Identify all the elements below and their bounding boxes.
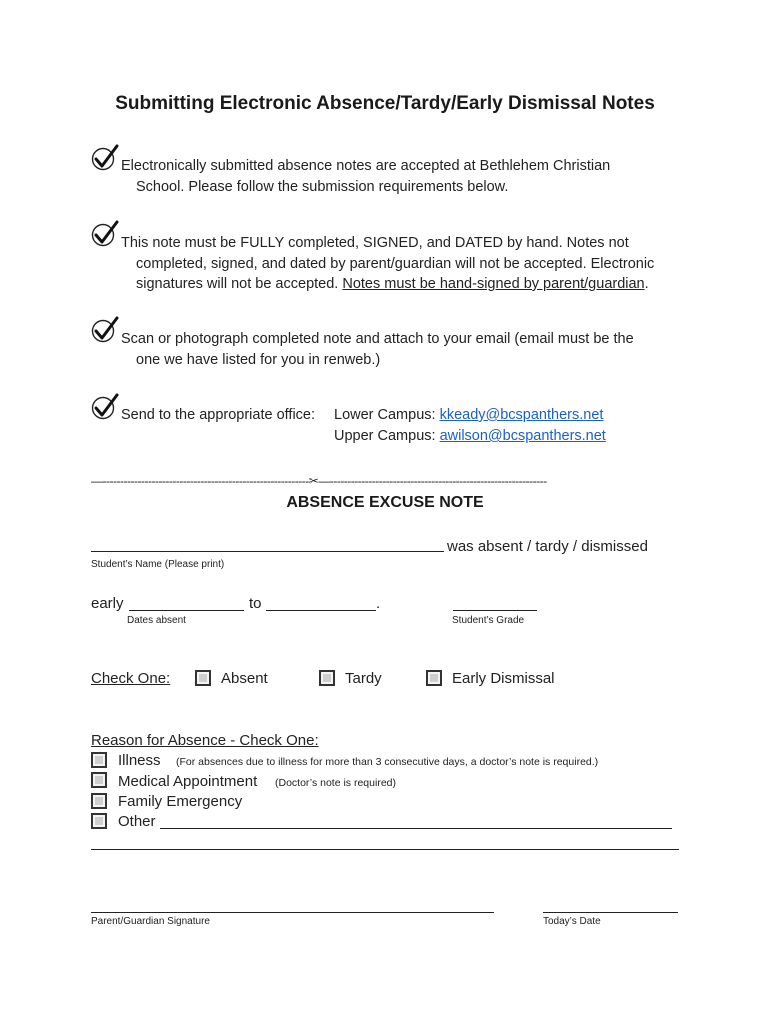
lower-campus-email-link[interactable]: kkeady@bcspanthers.net <box>439 407 604 423</box>
upper-campus <box>334 426 606 447</box>
check-one-label: Check One: <box>91 670 171 687</box>
illness-note: (For absences due to illness for more than 3 consecutive days, a doctor’s note is required.) <box>176 756 599 768</box>
checkmark-circle-icon <box>90 219 120 249</box>
todays-date-field[interactable] <box>543 912 678 913</box>
tardy-label: Tardy <box>345 670 382 687</box>
reason-heading: Reason for Absence - Check One: <box>91 732 319 749</box>
form-heading: ABSENCE EXCUSE NOTE <box>286 494 484 511</box>
other-reason-field[interactable] <box>160 828 672 829</box>
medical-appointment-checkbox[interactable] <box>91 772 107 788</box>
bullet-2-line-1: This note must be FULLY completed, SIGNED, and DATED by hand. Notes not <box>121 235 629 251</box>
family-emergency-label: Family Emergency <box>118 793 243 810</box>
absent-checkbox[interactable] <box>195 670 211 686</box>
date-to-field[interactable] <box>266 610 376 611</box>
medical-appointment-label: Medical Appointment <box>118 773 258 790</box>
absent-label: Absent <box>221 670 268 687</box>
other-reason-field-line-2[interactable] <box>91 849 679 850</box>
parent-signature-label: Parent/Guardian Signature <box>91 916 210 927</box>
was-absent-text: was absent / tardy / dismissed <box>447 538 648 555</box>
bullet-2-line-2: completed, signed, and dated by parent/guardian will not be accepted. Electronic <box>136 256 655 272</box>
bullet-1-line-2: School. Please follow the submission requirements below. <box>136 179 509 195</box>
family-emergency-checkbox[interactable] <box>91 793 107 809</box>
medical-appointment-note: (Doctor’s note is required) <box>275 777 396 789</box>
student-grade-field[interactable] <box>453 610 537 611</box>
early-dismissal-label: Early Dismissal <box>452 670 555 687</box>
lower-campus <box>334 405 603 426</box>
bullet-3-line-1: Scan or photograph completed note and attach to your email (email must be the <box>121 331 634 347</box>
todays-date-label: Today’s Date <box>543 916 601 927</box>
checkmark-circle-icon <box>90 315 120 345</box>
cut-line: —-----------------------------------------------------------✂—-------------------------------------------------------------- <box>91 474 547 488</box>
bullet-2-line-3 <box>136 274 649 295</box>
to-text: to <box>249 595 262 612</box>
tardy-checkbox[interactable] <box>319 670 335 686</box>
date-from-field[interactable] <box>129 610 244 611</box>
other-checkbox[interactable] <box>91 813 107 829</box>
bullet-1-line-1: Electronically submitted absence notes are accepted at Bethlehem Christian <box>121 158 611 174</box>
early-text: early <box>91 595 124 612</box>
lower-campus-label: Lower Campus: <box>334 407 436 423</box>
dates-absent-label: Dates absent <box>127 615 186 626</box>
illness-label: Illness <box>118 752 161 769</box>
upper-campus-email-link[interactable]: awilson@bcspanthers.net <box>439 428 606 444</box>
student-name-label: Student’s Name (Please print) <box>91 559 225 570</box>
student-name-field[interactable] <box>91 551 444 552</box>
early-dismissal-checkbox[interactable] <box>426 670 442 686</box>
send-to-office-text: Send to the appropriate office: <box>121 407 316 423</box>
bullet-3-line-2: one we have listed for you in renweb.) <box>136 352 381 368</box>
checkmark-circle-icon <box>90 143 120 173</box>
student-grade-label: Student’s Grade <box>452 615 525 626</box>
parent-signature-field[interactable] <box>91 912 494 913</box>
upper-campus-label: Upper Campus: <box>334 428 436 444</box>
bullet-2-period: . <box>644 276 649 292</box>
hand-signed-requirement: Notes must be hand-signed by parent/guardian <box>342 276 645 292</box>
checkmark-circle-icon <box>90 392 120 422</box>
bullet-2-line-3-text: signatures will not be accepted. <box>136 276 343 292</box>
period-text: . <box>376 595 381 612</box>
illness-checkbox[interactable] <box>91 752 107 768</box>
page-title: Submitting Electronic Absence/Tardy/Early Dismissal Notes <box>115 93 655 114</box>
other-label: Other <box>118 813 156 830</box>
